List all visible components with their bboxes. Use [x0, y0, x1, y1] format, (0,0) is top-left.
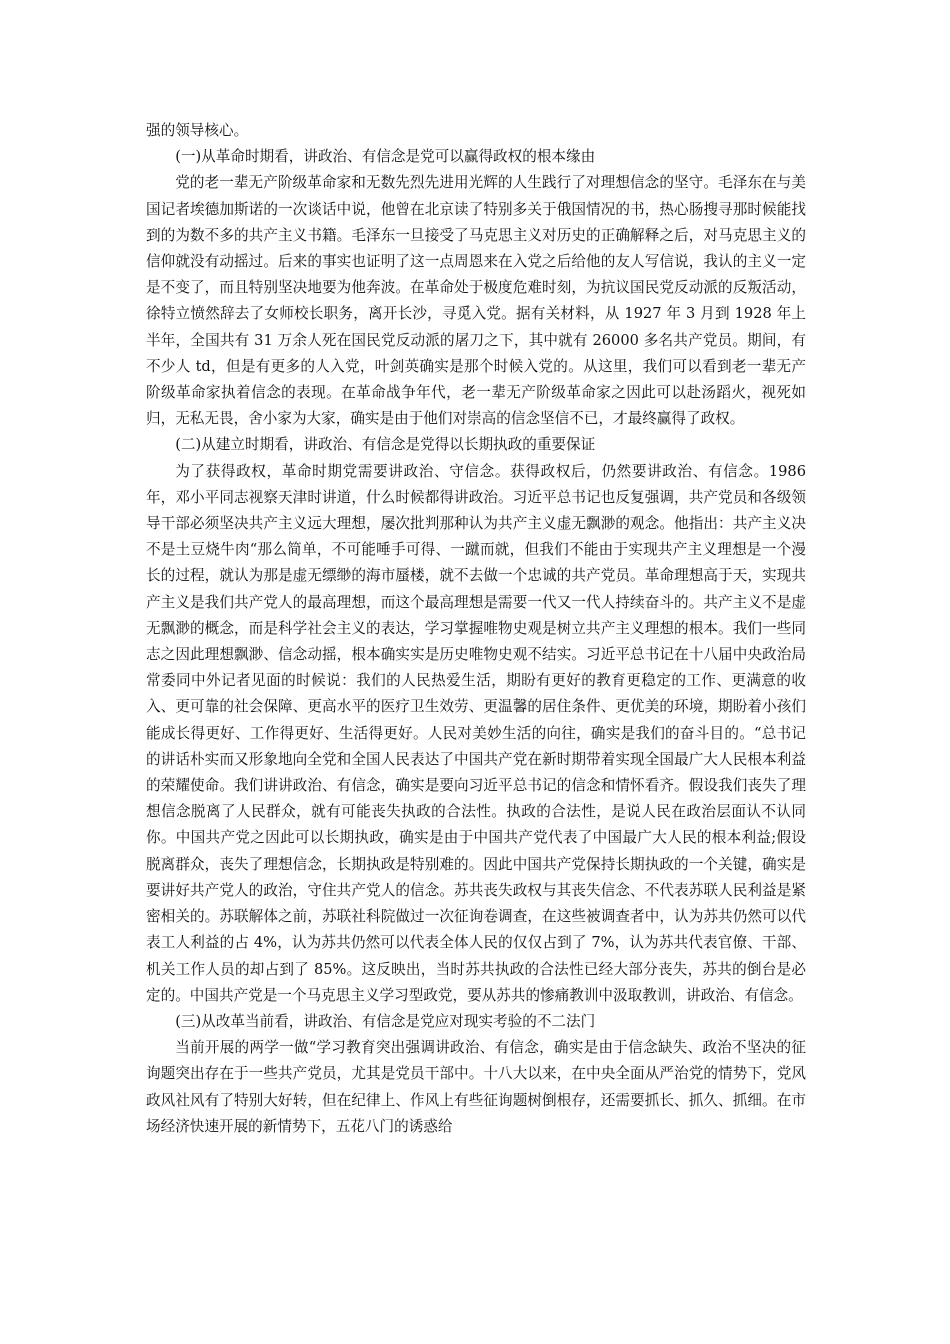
paragraph-revolution: 党的老一辈无产阶级革命家和无数先烈先进用光辉的人生践行了对理想信念的坚守。毛泽东在与美国记者埃德加斯诺的一次谈话中说，他曾在北京读了特别多关于俄国情况的书，热心肠搜寻那时候能找到的为数不多的共产主义书籍。毛泽东一旦接受了马克思主义对历史的正确解释之后，对马克思主义的信仰就没有动摇过。后来的事实也证明了这一点周恩来在入党之后给他的友人写信说，我认的主义一定是不变了，而且特别坚决地要为他奔波。在革命处于极度危难时刻，为抗议国民党反动派的反叛活动，徐特立愤然辞去了女师校长职务，离开长沙，寻觅入党。据有关材料，从 1927 年 3 月到 1928 年上半年，全国共有 31 万余人死在国民党反动派的屠刀之下，其中就有 26000 多名共产党员。期间，有不少人 td，但是有更多的人入党，叶剑英确实是那个时候入党的。从这里，我们可以看到老一辈无产阶级革命家执着信念的表现。在革命战争年代，老一辈无产阶级革命家之因此可以赴汤蹈火，视死如归，无私无畏，舍小家为大家，确实是由于他们对崇高的信念坚信不已，才最终赢得了政权。: [146, 174, 806, 428]
paragraph-continuation: 强的领导核心。: [146, 122, 249, 139]
section-heading-revolution: (一)从革命时期看，讲政治、有信念是党可以赢得政权的根本缘由: [175, 148, 596, 166]
paragraph-reform: 当前开展的两学一做“学习教育突出强调讲政治、有信念，确实是由于信念缺失、政治不坚决的征询题突出存在于一些共产党员，尤其是党员干部中。十八大以来，在中央全面从严治党的情势下，党风政风社风有了特别大好转，但在纪律上、作风上有些征询题树倒根存，还需要抓长、抓久、抓细。在市场经济快速开展的新情势下，五花八门的诱惑给: [146, 1039, 806, 1135]
section-heading-construction: (二)从建立时期看，讲政治、有信念是党得以长期执政的重要保证: [175, 436, 596, 454]
document-body: [146, 118, 806, 1140]
paragraph-construction: 为了获得政权，革命时期党需要讲政治、守信念。获得政权后，仍然要讲政治、有信念。1986 年，邓小平同志视察天津时讲道，什么时候都得讲政治。习近平总书记也反复强调，共产党员和各级领导干部必须坚决共产主义远大理想，屡次批判那种认为共产主义虚无飘渺的观念。他指出：共产主义决不是土豆烧牛肉“那么简单，不可能唾手可得、一蹴而就，但我们不能由于实现共产主义理想是一个漫长的过程，就认为那是虚无缥缈的海市蜃楼，就不去做一个忠诚的共产党员。革命理想高于天，实现共产主义是我们共产党人的最高理想，而这个最高理想是需要一代又一代人持续奋斗的。共产主义不是虚无飘渺的概念，而是科学社会主义的表达，学习掌握唯物史观是树立共产主义理想的根本。我们一些同志之因此理想飘渺、信念动摇，根本确实实是历史唯物史观不结实。习近平总书记在十八届中央政治局常委同中外记者见面的时候说：我们的人民热爱生活，期盼有更好的教育更稳定的工作、更满意的收入、更可靠的社会保障、更高水平的医疗卫生效劳、更温馨的居住条件、更优美的环境，期盼着小孩们能成长得更好、工作得更好、生活得更好。人民对美妙生活的向往，确实是我们的奋斗目的。“总书记的讲话朴实而又形象地向全党和全国人民表达了中国共产党在新时期带着实现全国最广大人民根本利益的荣耀使命。我们讲讲政治、有信念，确实是要向习近平总书记的信念和情怀看齐。假设我们丧失了理想信念脱离了人民群众，就有可能丧失执政的合法性。执政的合法性，是说人民在政治层面认不认同你。中国共产党之因此可以长期执政，确实是由于中国共产党代表了中国最广大人民的根本利益;假设脱离群众，丧失了理想信念，长期执政是特别难的。因此中国共产党保持长期执政的一个关键，确实是要讲好共产党人的政治，守住共产党人的信念。苏共丧失政权与其丧失信念、不代表苏联人民利益是紧密相关的。苏联解体之前，苏联社科院做过一次征询卷调查，在这些被调查者中，认为苏共仍然可以代表工人利益的占 4%，认为苏共仍然可以代表全体人民的仅仅占到了 7%，认为苏共代表官僚、干部、机关工作人员的却占到了 85%。这反映出，当时苏共执政的合法性已经大部分丧失，苏共的倒台是必定的。中国共产党是一个马克思主义学习型政党，要从苏共的惨痛教训中汲取教训，讲政治、有信念。: [146, 462, 806, 1004]
section-heading-reform: (三)从改革当前看，讲政治、有信念是党应对现实考验的不二法门: [175, 1012, 596, 1030]
